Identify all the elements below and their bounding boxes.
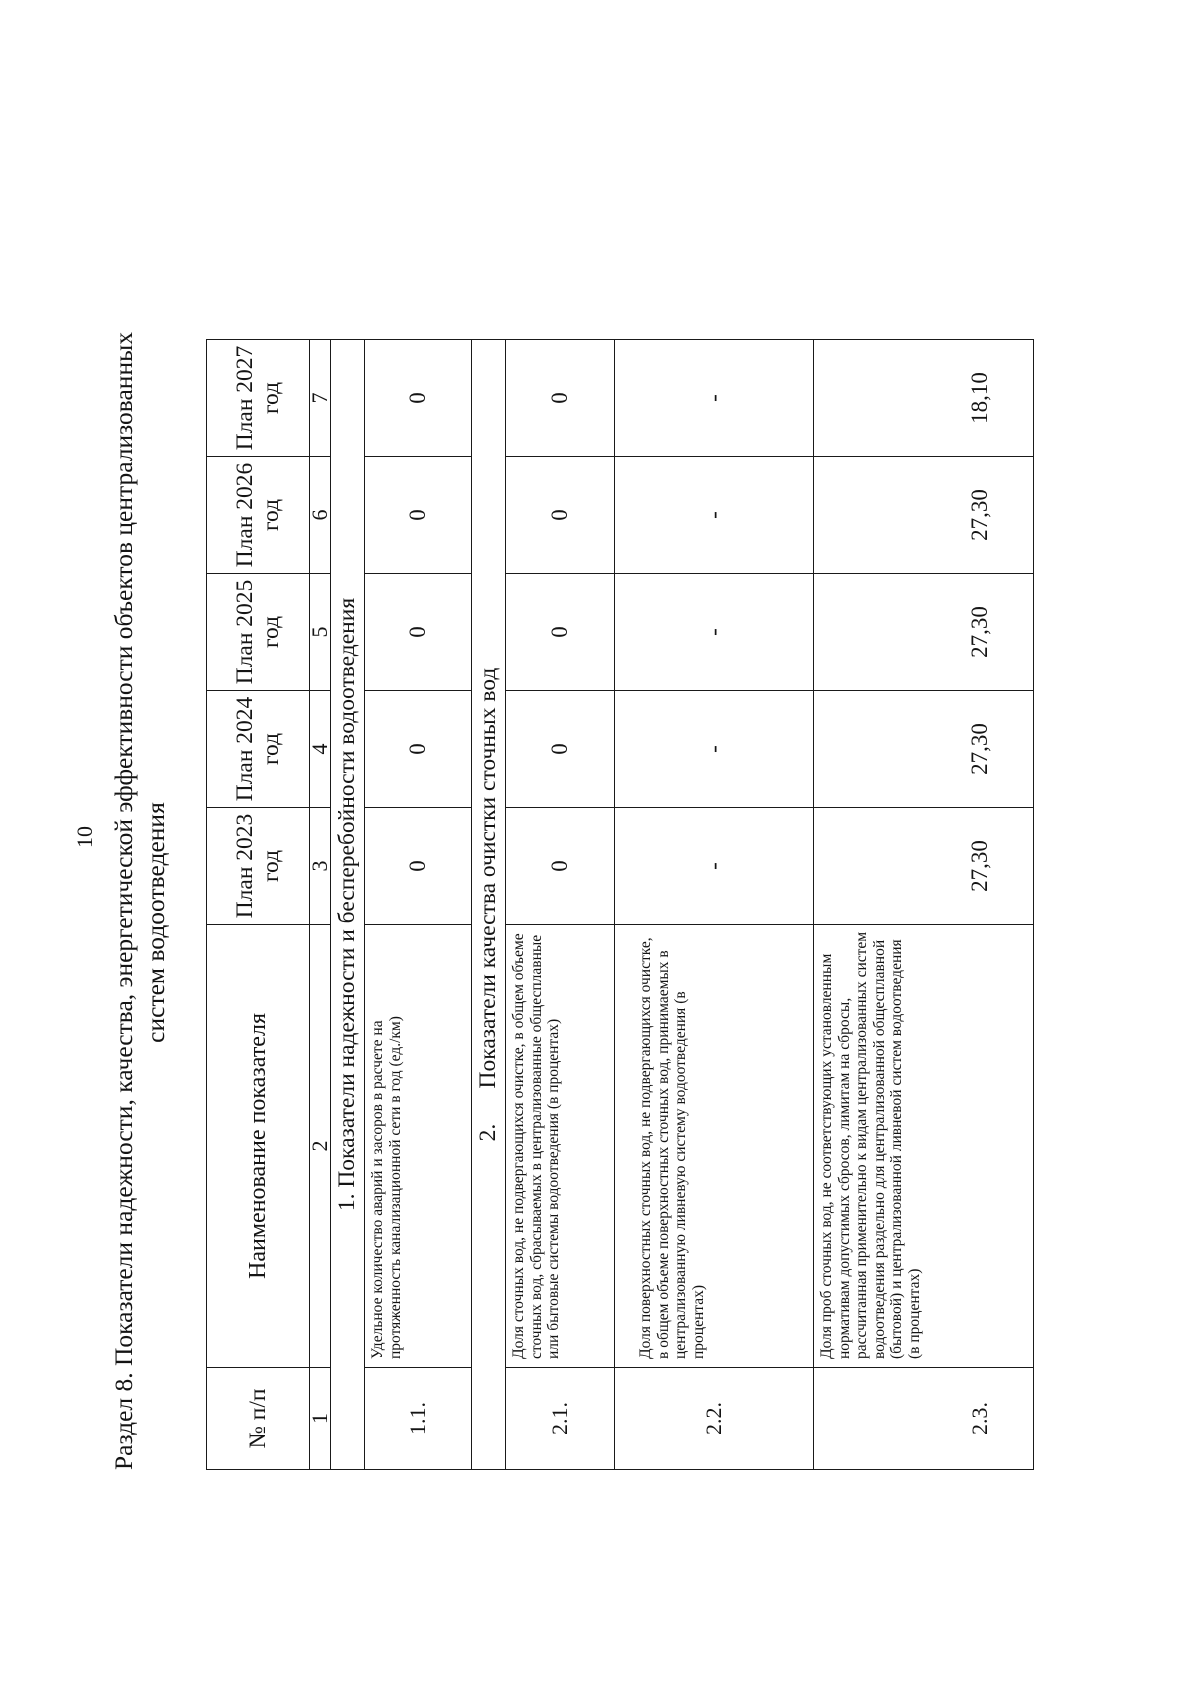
section-row (331, 340, 365, 1470)
row-value-2023: 0 (506, 808, 615, 925)
row-value-2026: - (615, 457, 814, 574)
rotated-page-content (108, 200, 1088, 1470)
section-title-line2: систем водоотведения (141, 802, 170, 1043)
row-value-2025: - (615, 574, 814, 691)
section-title-1: 1. Показатели надежности и бесперебойности водоотведения (331, 340, 365, 1470)
table-row (365, 340, 472, 1470)
section-row (472, 340, 506, 1470)
row-value-2023: - (615, 808, 814, 925)
row-name: Доля проб сточных вод, не соответствующих установленным нормативам допустимых сбросов, лимитам на сбросы, рассчитанная применительно к видам централизованных систем водоотведения раздельно для централизованной общесплавной (бытовой) и централизованной ливневой систем водоотведения (в процентах) (814, 925, 1034, 1368)
column-number: 2 (310, 925, 331, 1368)
table-header-row (207, 340, 310, 1470)
row-value-2025: 0 (365, 574, 472, 691)
column-number: 6 (310, 457, 331, 574)
row-num: 2.3. (814, 1368, 1034, 1470)
row-value-2024: 0 (506, 691, 615, 808)
row-value-2024: 0 (365, 691, 472, 808)
row-num: 2.1. (506, 1368, 615, 1470)
row-num: 2.2. (615, 1368, 814, 1470)
page-number: 10 (72, 826, 97, 848)
column-number: 3 (310, 808, 331, 925)
header-num: № п/п (207, 1368, 310, 1470)
table-row (506, 340, 615, 1470)
row-value-2023: 27,30 (814, 808, 1034, 925)
row-value-2027: 0 (365, 340, 472, 457)
header-name: Наименование показателя (207, 925, 310, 1368)
column-number: 5 (310, 574, 331, 691)
section-title-2: 2. Показатели качества очистки сточных вод (472, 340, 506, 1470)
row-value-2027: 0 (506, 340, 615, 457)
row-value-2027: - (615, 340, 814, 457)
table-row (814, 340, 1034, 1470)
header-plan-2026: План 2026 год (207, 457, 310, 574)
row-value-2024: 27,30 (814, 691, 1034, 808)
row-value-2026: 27,30 (814, 457, 1034, 574)
row-name: Удельное количество аварий и засоров в расчете на протяженность канализационной сети в год (ед./км) (365, 925, 472, 1368)
row-value-2026: 0 (506, 457, 615, 574)
header-plan-2023: План 2023 год (207, 808, 310, 925)
row-value-2024: - (615, 691, 814, 808)
column-number: 1 (310, 1368, 331, 1470)
row-value-2025: 0 (506, 574, 615, 691)
row-name: Доля сточных вод, не подвергающихся очистке, в общем объеме сточных вод, сбрасываемых в централизованные общесплавные или бытовые системы водоотведения (в процентах) (506, 925, 615, 1368)
row-value-2026: 0 (365, 457, 472, 574)
section-title-line1: Раздел 8. Показатели надежности, качества, энергетической эффективности объектов централизованных (109, 332, 138, 1470)
header-plan-2024: План 2024 год (207, 691, 310, 808)
row-value-2023: 0 (365, 808, 472, 925)
row-value-2027: 18,10 (814, 340, 1034, 457)
row-value-2025: 27,30 (814, 574, 1034, 691)
header-plan-2027: План 2027 год (207, 340, 310, 457)
column-number: 4 (310, 691, 331, 808)
section-title (108, 270, 172, 1470)
header-plan-2025: План 2025 год (207, 574, 310, 691)
row-name: Доля поверхностных сточных вод, не подвергающихся очистке, в общем объеме поверхностных сточных вод, принимаемых в централизованную ливневую систему водоотведения (в процентах) (615, 925, 814, 1368)
row-num: 1.1. (365, 1368, 472, 1470)
table-row (615, 340, 814, 1470)
column-number: 7 (310, 340, 331, 457)
column-number-row (310, 340, 331, 1470)
indicators-table (206, 339, 1034, 1470)
